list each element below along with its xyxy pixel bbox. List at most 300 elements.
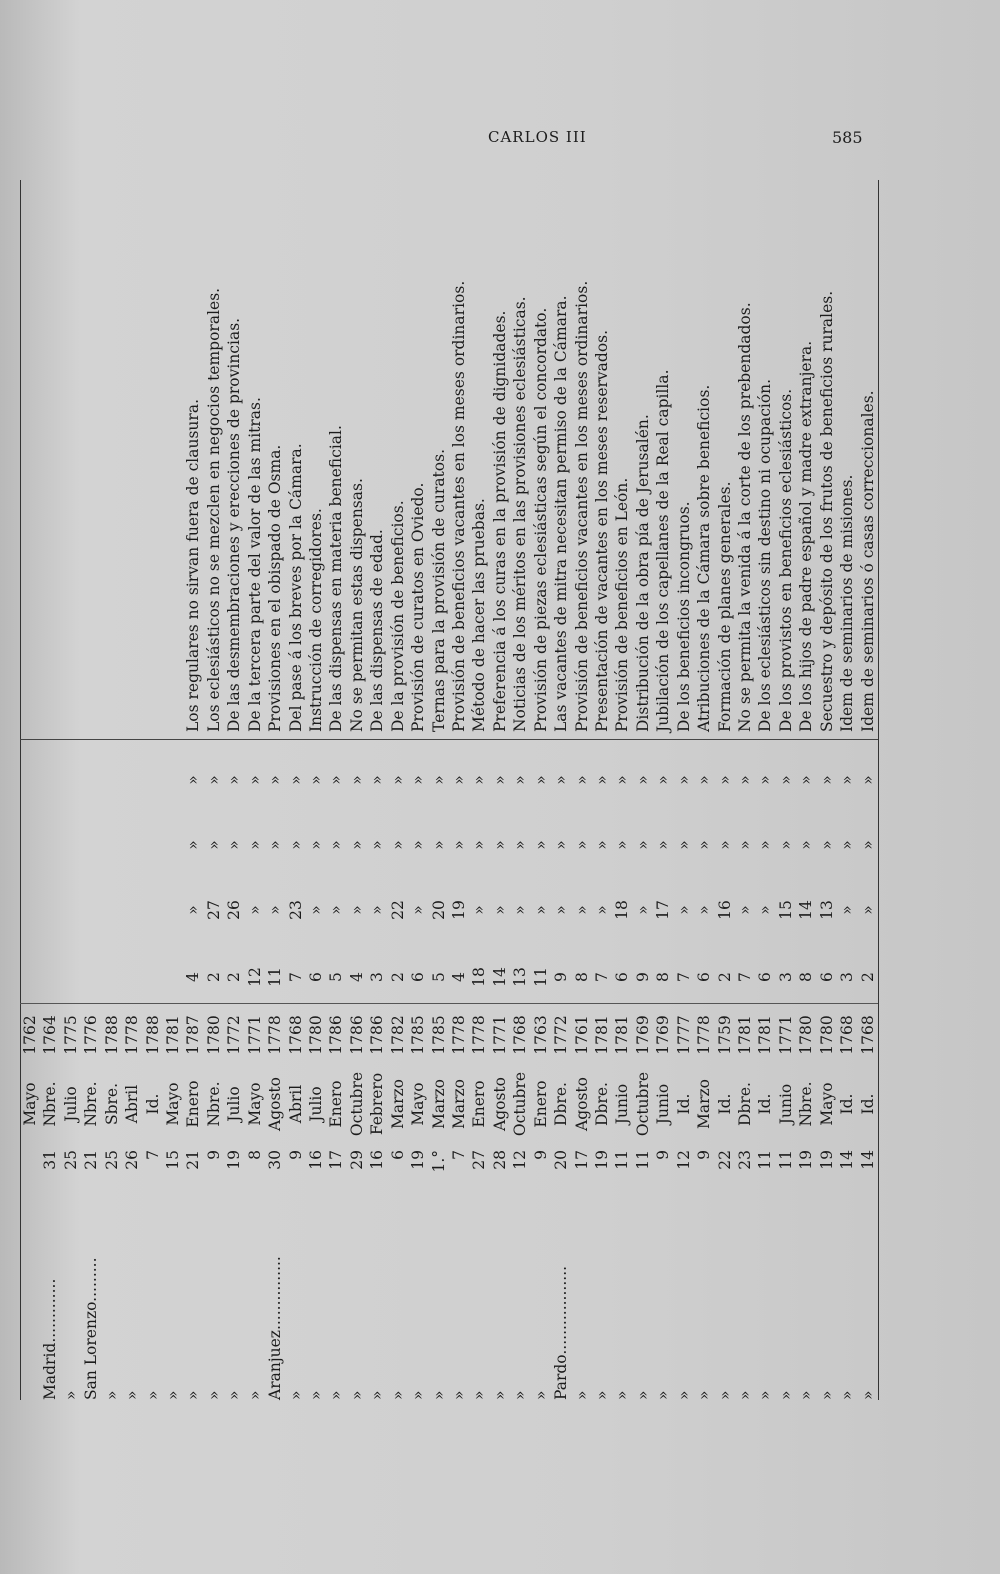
cell-n2: »	[633, 905, 652, 915]
cell-day: 9	[695, 1150, 714, 1160]
cell-year: 1780	[307, 1015, 325, 1055]
cell-n3: »	[286, 840, 305, 850]
cell-month: Mayo	[164, 1082, 182, 1126]
cell-year: 1777	[674, 1015, 693, 1055]
cell-day: 19	[409, 1150, 428, 1170]
cell-month: Julio	[225, 1086, 244, 1122]
cell-n2: »	[490, 905, 509, 915]
cell-place: »	[204, 1390, 223, 1400]
cell-place: »	[245, 1390, 264, 1400]
cell-n4: »	[613, 775, 632, 785]
cell-day: 11	[633, 1150, 652, 1170]
cell-n1: 8	[654, 972, 673, 982]
cell-subject: Provisiones en el obispado de Osma.	[266, 444, 285, 732]
cell-month: Nbre.	[41, 1081, 60, 1127]
table-row	[288, 180, 305, 1400]
cell-subject: Ternas para la provisión de curatos.	[429, 449, 448, 732]
cell-year: 1781	[756, 1015, 775, 1055]
cell-n1: 6	[695, 972, 714, 982]
cell-n1: 5	[429, 972, 448, 982]
cell-day: 26	[123, 1150, 142, 1170]
cell-year: 1780	[797, 1015, 816, 1055]
cell-n3: »	[327, 840, 346, 850]
cell-place: »	[102, 1390, 121, 1400]
cell-place: »	[61, 1390, 80, 1400]
table-row	[655, 180, 672, 1400]
cell-n1: 5	[327, 972, 346, 982]
cell-n1: 2	[858, 972, 877, 982]
cell-n3: »	[776, 840, 795, 850]
cell-n2: »	[572, 905, 591, 915]
running-head	[0, 128, 1000, 150]
table-row	[390, 180, 407, 1400]
cell-n2: 13	[817, 900, 836, 920]
cell-day: 8	[245, 1150, 264, 1160]
table-row	[431, 180, 448, 1400]
cell-n4: »	[327, 775, 346, 785]
cell-n3: »	[613, 840, 632, 850]
cell-day: 20	[552, 1150, 571, 1170]
cell-month: Octubre	[511, 1071, 530, 1137]
cell-month: Id.	[756, 1093, 775, 1115]
cell-day: 29	[347, 1150, 366, 1170]
cell-year: 1786	[327, 1015, 346, 1055]
table-row	[349, 180, 366, 1400]
cell-day: 9	[286, 1150, 305, 1160]
cell-year: 1771	[776, 1015, 795, 1055]
cell-month: Nbre.	[797, 1081, 816, 1127]
cell-n1: 7	[593, 972, 611, 982]
cell-subject: Atribuciones de la Cámara sobre beneficios.	[695, 384, 714, 732]
cell-day: 22	[715, 1150, 734, 1170]
cell-subject: De los provistos en beneficios eclesiásticos.	[776, 388, 795, 732]
cell-n4: »	[817, 775, 836, 785]
cell-n1: 9	[633, 972, 652, 982]
cell-n2: »	[858, 905, 877, 915]
cell-month: Id.	[674, 1093, 693, 1115]
cell-n1: 3	[368, 972, 387, 982]
cell-subject: Los regulares no sirvan fuera de clausura.	[184, 399, 203, 732]
cell-n3: »	[225, 840, 244, 850]
cell-n4: »	[225, 775, 244, 785]
cell-day: 7	[143, 1150, 162, 1160]
cell-n3: »	[817, 840, 836, 850]
cell-n4: »	[266, 775, 285, 785]
cell-n4: »	[654, 775, 673, 785]
cell-n4: »	[450, 775, 468, 785]
table-row	[145, 180, 162, 1400]
cell-month: Enero	[531, 1080, 550, 1128]
cell-year: 1778	[266, 1015, 285, 1055]
cell-place: »	[490, 1390, 509, 1400]
cell-place: »	[143, 1390, 162, 1400]
cell-n4: »	[368, 775, 387, 785]
cell-month: Nbre.	[204, 1081, 223, 1127]
cell-n4: »	[858, 775, 877, 785]
cell-n3: »	[266, 840, 285, 850]
rotated-table	[20, 180, 890, 1400]
cell-subject: De las desmembraciones y erecciones de provincias.	[225, 317, 244, 732]
cell-year: 1759	[715, 1015, 734, 1055]
cell-day: 7	[450, 1150, 468, 1160]
cell-n4: »	[838, 775, 857, 785]
cell-n1: 2	[715, 972, 734, 982]
cell-day: 11	[776, 1150, 795, 1170]
table-row	[798, 180, 815, 1400]
cell-n1: 7	[736, 972, 754, 982]
cell-year: 1785	[429, 1015, 448, 1055]
cell-n2: »	[756, 905, 775, 915]
cell-month: Nbre.	[82, 1081, 101, 1127]
cell-day: 30	[266, 1150, 285, 1170]
cell-day: 25	[61, 1150, 80, 1170]
cell-year: 1781	[164, 1015, 182, 1055]
table-row	[737, 180, 754, 1400]
cell-place: »	[817, 1390, 836, 1400]
table-row	[451, 180, 468, 1400]
cell-subject: No se permitan estas dispensas.	[347, 478, 366, 732]
cell-month: Dbre.	[736, 1082, 754, 1126]
table-row	[778, 180, 795, 1400]
cell-year: 1776	[82, 1015, 101, 1055]
cell-n3: »	[572, 840, 591, 850]
table-row	[574, 180, 591, 1400]
cell-n3: »	[490, 840, 509, 850]
table-bottom-rule	[878, 180, 879, 1400]
cell-subject: De la tercera parte del valor de las mitras.	[245, 397, 264, 732]
cell-n3: »	[552, 840, 571, 850]
cell-n3: »	[204, 840, 223, 850]
cell-n3: »	[593, 840, 611, 850]
cell-n4: »	[245, 775, 264, 785]
cell-n3: »	[736, 840, 754, 850]
cell-year: 1787	[184, 1015, 203, 1055]
cell-n2: 23	[286, 900, 305, 920]
cell-place: »	[593, 1390, 611, 1400]
cell-n2: »	[184, 905, 203, 915]
cell-year: 1772	[552, 1015, 571, 1055]
table-row	[185, 180, 202, 1400]
cell-n4: »	[756, 775, 775, 785]
cell-n4: »	[797, 775, 816, 785]
cell-subject: Noticias de los méritos en las provisiones eclesiásticas.	[511, 296, 530, 732]
cell-n2: 15	[776, 900, 795, 920]
cell-subject: Distribución de la obra pía de Jerusalén.	[633, 414, 652, 732]
cell-n2: »	[347, 905, 366, 915]
cell-n3: »	[511, 840, 530, 850]
cell-n2: »	[307, 905, 325, 915]
cell-month: Junio	[613, 1083, 632, 1125]
cell-day: 9	[204, 1150, 223, 1160]
table-row	[819, 180, 836, 1400]
table-row	[696, 180, 713, 1400]
cell-year: 1788	[143, 1015, 162, 1055]
cell-subject: Las vacantes de mitra necesitan permiso de la Cámara.	[552, 295, 571, 732]
table-row	[757, 180, 774, 1400]
cell-n4: »	[593, 775, 611, 785]
table-row	[410, 180, 427, 1400]
cell-place: »	[327, 1390, 346, 1400]
cell-subject: De los eclesiásticos sin destino ni ocupación.	[756, 378, 775, 732]
cell-place: »	[654, 1390, 673, 1400]
cell-year: 1768	[286, 1015, 305, 1055]
cell-n1: 8	[572, 972, 591, 982]
cell-subject: Provisión de beneficios en León.	[613, 477, 632, 732]
cell-month: Marzo	[388, 1078, 407, 1130]
cell-n3: »	[470, 840, 489, 850]
table-row	[308, 180, 325, 1400]
cell-n2: 18	[613, 900, 632, 920]
cell-month: Marzo	[450, 1078, 468, 1130]
table-top-rule	[20, 180, 21, 1400]
table-row	[63, 180, 80, 1400]
cell-n3: »	[531, 840, 550, 850]
cell-day: 16	[307, 1150, 325, 1170]
cell-n2: 20	[429, 900, 448, 920]
cell-subject: De los beneficios incongruos.	[674, 501, 693, 732]
cell-n1: 11	[266, 967, 285, 987]
cell-month: Agosto	[572, 1077, 591, 1131]
cell-n1: 13	[511, 967, 530, 987]
cell-place: »	[776, 1390, 795, 1400]
cell-month: Agosto	[490, 1077, 509, 1131]
cell-n1: 12	[245, 967, 264, 987]
cell-year: 1778	[695, 1015, 714, 1055]
cell-subject: Instrucción de corregidores.	[307, 508, 325, 732]
cell-n2: 26	[225, 900, 244, 920]
cell-month: Mayo	[409, 1082, 428, 1126]
cell-n3: »	[633, 840, 652, 850]
cell-n3: »	[368, 840, 387, 850]
cell-n4: »	[695, 775, 714, 785]
cell-place: »	[286, 1390, 305, 1400]
cell-year: 1769	[654, 1015, 673, 1055]
table-row	[860, 180, 877, 1400]
cell-place: »	[307, 1390, 325, 1400]
page-number: 585	[832, 128, 863, 147]
table-row	[42, 180, 59, 1400]
cell-year: 1764	[41, 1015, 60, 1055]
cell-day: 19	[797, 1150, 816, 1170]
cell-n1: 3	[838, 972, 857, 982]
table-row	[717, 180, 734, 1400]
cell-n1: 18	[470, 967, 489, 987]
cell-day: 19	[593, 1150, 611, 1170]
cell-n4: »	[776, 775, 795, 785]
cell-n4: »	[286, 775, 305, 785]
cell-day: 19	[225, 1150, 244, 1170]
cell-year: 1771	[490, 1015, 509, 1055]
cell-year: 1780	[817, 1015, 836, 1055]
cell-place: »	[429, 1390, 448, 1400]
cell-place: »	[164, 1390, 182, 1400]
cell-month: Enero	[327, 1080, 346, 1128]
cell-subject: Secuestro y depósito de los frutos de beneficios rurales.	[817, 290, 836, 732]
cell-n2: 27	[204, 900, 223, 920]
cell-day: 21	[184, 1150, 203, 1170]
cell-year: 1775	[61, 1015, 80, 1055]
table-row	[104, 180, 121, 1400]
cell-day: 1.°	[429, 1150, 448, 1173]
cell-n4: »	[470, 775, 489, 785]
cell-n4: »	[307, 775, 325, 785]
cell-day: 6	[388, 1150, 407, 1160]
cell-n2: 17	[654, 900, 673, 920]
table-row	[614, 180, 631, 1400]
cell-n3: »	[184, 840, 203, 850]
cell-subject: Los eclesiásticos no se mezclen en negocios temporales.	[204, 287, 223, 732]
cell-place: »	[409, 1390, 428, 1400]
cell-month: Enero	[184, 1080, 203, 1128]
cell-subject: Jubilación de los capellanes de la Real capilla.	[654, 369, 673, 732]
cell-n2: »	[266, 905, 285, 915]
cell-day: 23	[736, 1150, 754, 1170]
cell-n4: »	[347, 775, 366, 785]
cell-place: Pardo..................	[552, 1265, 571, 1400]
cell-n1: 8	[797, 972, 816, 982]
cell-subject: No se permita la venida á la corte de los prebendados.	[736, 302, 754, 732]
cell-year: 1763	[531, 1015, 550, 1055]
cell-subject: Método de hacer las pruebas.	[470, 498, 489, 732]
cell-n3: »	[858, 840, 877, 850]
cell-n1: 6	[817, 972, 836, 982]
cell-n2: »	[511, 905, 530, 915]
cell-year: 1788	[102, 1015, 121, 1055]
cell-n3: »	[654, 840, 673, 850]
cell-n2: »	[327, 905, 346, 915]
cell-n3: »	[347, 840, 366, 850]
cell-place: Madrid.............	[41, 1278, 60, 1400]
cell-subject: Idem de seminarios de misiones.	[838, 474, 857, 732]
table-row	[124, 180, 141, 1400]
cell-subject: Provisión de beneficios vacantes en los meses ordinarios.	[450, 280, 468, 732]
table-row	[328, 180, 345, 1400]
cell-day: 31	[41, 1150, 60, 1170]
cell-place: »	[511, 1390, 530, 1400]
cell-month: Dbre.	[593, 1082, 611, 1126]
cell-month: Id.	[715, 1093, 734, 1115]
cell-month: Octubre	[633, 1071, 652, 1137]
cell-year: 1780	[204, 1015, 223, 1055]
cell-place: »	[368, 1390, 387, 1400]
cell-n2: 14	[797, 900, 816, 920]
cell-subject: Idem de seminarios ó casas correccionales.	[858, 390, 877, 732]
cell-year: 1771	[245, 1015, 264, 1055]
table-row	[635, 180, 652, 1400]
cell-place: »	[736, 1390, 754, 1400]
cell-n1: 4	[184, 972, 203, 982]
cell-n1: 7	[674, 972, 693, 982]
cell-n2: »	[838, 905, 857, 915]
running-head-title: CARLOS III	[488, 128, 587, 146]
cell-month: Marzo	[695, 1078, 714, 1130]
cell-day: 9	[654, 1150, 673, 1160]
cell-place: »	[450, 1390, 468, 1400]
cell-year: 1762	[21, 1015, 39, 1055]
cell-month: Id.	[858, 1093, 877, 1115]
cell-n2: »	[368, 905, 387, 915]
cell-n1: 4	[347, 972, 366, 982]
cell-month: Mayo	[245, 1082, 264, 1126]
cell-n1: 2	[225, 972, 244, 982]
table-row	[247, 180, 264, 1400]
cell-year: 1782	[388, 1015, 407, 1055]
cell-month: Id.	[143, 1093, 162, 1115]
table-row	[471, 180, 488, 1400]
cell-place: »	[695, 1390, 714, 1400]
cell-place: »	[531, 1390, 550, 1400]
cell-day: 9	[531, 1150, 550, 1160]
cell-n2: 16	[715, 900, 734, 920]
cell-place: »	[388, 1390, 407, 1400]
cell-month: Id.	[838, 1093, 857, 1115]
cell-day: 11	[613, 1150, 632, 1170]
table-row	[226, 180, 243, 1400]
cell-month: Mayo	[817, 1082, 836, 1126]
cell-day: 27	[470, 1150, 489, 1170]
cell-n1: 11	[531, 967, 550, 987]
cell-n3: »	[715, 840, 734, 850]
cell-n1: 6	[307, 972, 325, 982]
cell-subject: Del pase á los breves por la Cámara.	[286, 443, 305, 732]
cell-subject: Provisión de piezas eclesiásticas según el concordato.	[531, 307, 550, 732]
cell-n4: »	[552, 775, 571, 785]
table-row	[83, 180, 100, 1400]
cell-n1: 4	[450, 972, 468, 982]
cell-year: 1781	[736, 1015, 754, 1055]
cell-year: 1781	[593, 1015, 611, 1055]
cell-n4: »	[511, 775, 530, 785]
cell-month: Marzo	[429, 1078, 448, 1130]
cell-place: »	[347, 1390, 366, 1400]
table-row	[676, 180, 693, 1400]
cell-year: 1772	[225, 1015, 244, 1055]
cell-n2: »	[409, 905, 428, 915]
cell-n4: »	[531, 775, 550, 785]
cell-day: 15	[164, 1150, 182, 1170]
cell-month: Sbre.	[102, 1082, 121, 1126]
cell-place: »	[633, 1390, 652, 1400]
cell-day: 16	[368, 1150, 387, 1170]
cell-day: 12	[511, 1150, 530, 1170]
cell-month: Junio	[776, 1083, 795, 1125]
cell-day: 28	[490, 1150, 509, 1170]
cell-day: 21	[82, 1150, 101, 1170]
cell-n2: »	[245, 905, 264, 915]
cell-n2: 22	[388, 900, 407, 920]
cell-n1: 6	[409, 972, 428, 982]
cell-n2: »	[695, 905, 714, 915]
cell-subject: De la provisión de beneficios.	[388, 500, 407, 732]
cell-day: 11	[756, 1150, 775, 1170]
table-row	[267, 180, 284, 1400]
cell-year: 1761	[572, 1015, 591, 1055]
cell-subject: Presentación de vacantes en los meses reservados.	[593, 329, 611, 732]
cell-n1: 6	[756, 972, 775, 982]
cell-year: 1768	[838, 1015, 857, 1055]
table-row	[594, 180, 611, 1400]
cell-n3: »	[388, 840, 407, 850]
cell-n2: »	[552, 905, 571, 915]
cell-n3: »	[429, 840, 448, 850]
cell-month: Julio	[307, 1086, 325, 1122]
cell-month: Abril	[123, 1084, 142, 1124]
cell-subject: Provisión de curatos en Oviedo.	[409, 482, 428, 732]
cell-subject: Formación de planes generales.	[715, 481, 734, 732]
cell-n4: »	[633, 775, 652, 785]
cell-place: San Lorenzo.........	[82, 1257, 101, 1400]
cell-year: 1768	[858, 1015, 877, 1055]
